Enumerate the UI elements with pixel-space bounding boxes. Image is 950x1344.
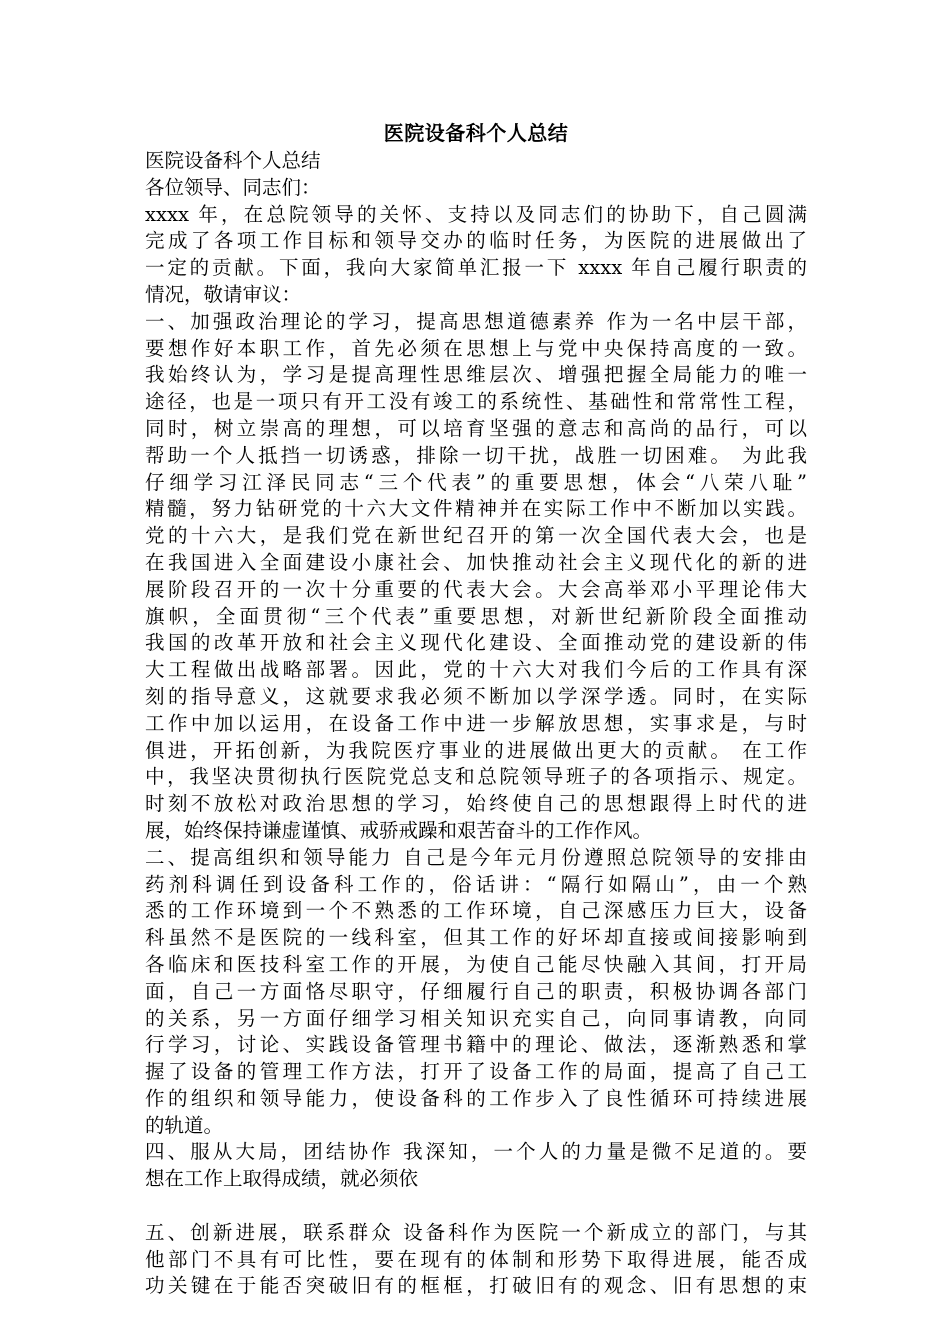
text-line: 中，我坚决贯彻执行医院党总支和总院领导班子的各项指示、规定。 — [145, 765, 807, 789]
text-line: 握了设备的管理工作方法，打开了设备工作的局面，提高了自己工 — [145, 1060, 807, 1084]
text-line: 刻的指导意义，这就要求我必须不断加以学深学透。同时，在实际 — [145, 684, 807, 708]
text-line: xxxx 年，在总院领导的关怀、支持以及同志们的协助下，自己圆满 — [145, 202, 807, 226]
text-line: 旗帜，全面贯彻“三个代表”重要思想，对新世纪新阶段全面推动 — [145, 604, 807, 628]
text-line: 药剂科调任到设备科工作的，俗话讲：“隔行如隔山”，由一个熟 — [145, 872, 807, 896]
text-line: 我始终认为，学习是提高理性思维层次、增强把握全局能力的唯一 — [145, 363, 807, 387]
text-line: 情况，敬请审议： — [145, 282, 302, 306]
text-line: 完成了各项工作目标和领导交办的临时任务，为医院的进展做出了 — [145, 229, 807, 253]
document-body — [145, 148, 807, 1300]
text-line: 展，始终保持谦虚谨慎、戒骄戒躁和艰苦奋斗的工作作风。 — [145, 818, 653, 842]
text-line: 党的十六大，是我们党在新世纪召开的第一次全国代表大会，也是 — [145, 524, 807, 548]
text-line: 想在工作上取得成绩，就必须依 — [145, 1167, 419, 1191]
text-line: 在我国进入全面建设小康社会、加快推动社会主义现代化的新的进 — [145, 550, 807, 574]
text-line: 悉的工作环境到一个不熟悉的工作环境，自己深感压力巨大，设备 — [145, 899, 807, 923]
text-line: 同时，树立崇高的理想，可以培育坚强的意志和高尚的品行，可以 — [145, 416, 807, 440]
text-line: 面，自己一方面恪尽职守，仔细履行自己的职责，积极协调各部门 — [145, 979, 807, 1003]
text-line: 他部门不具有可比性，要在现有的体制和形势下取得进展，能否成 — [145, 1247, 807, 1271]
text-line: 的关系，另一方面仔细学习相关知识充实自己，向同事请教，向同 — [145, 1006, 807, 1030]
text-line: 仔细学习江泽民同志“三个代表”的重要思想，体会“八荣八耻” — [145, 470, 807, 494]
text-line: 俱进，开拓创新，为我院医疗事业的进展做出更大的贡献。 在工作 — [145, 738, 807, 762]
text-line: 大工程做出战略部署。因此，党的十六大对我们今后的工作具有深 — [145, 658, 807, 682]
document-title: 医院设备科个人总结 — [383, 121, 569, 145]
text-line: 作的组织和领导能力，使设备科的工作步入了良性循环可持续进展 — [145, 1086, 807, 1110]
text-line: 各位领导、同志们： — [145, 175, 321, 199]
text-line: 的轨道。 — [145, 1113, 224, 1137]
text-line: 时刻不放松对政治思想的学习，始终使自己的思想跟得上时代的进 — [145, 792, 807, 816]
text-line: 帮助一个人抵挡一切诱惑，排除一切干扰，战胜一切困难。 为此我 — [145, 443, 807, 467]
text-line: 四、服从大局，团结协作 我深知，一个人的力量是微不足道的。要 — [145, 1140, 807, 1164]
text-line: 我国的改革开放和社会主义现代化建设、全面推动党的建设新的伟 — [145, 631, 807, 655]
text-line: 一、加强政治理论的学习，提高思想道德素养 作为一名中层干部， — [145, 309, 807, 333]
text-line: 展阶段召开的一次十分重要的代表大会。大会高举邓小平理论伟大 — [145, 577, 807, 601]
text-line: 要想作好本职工作，首先必须在思想上与党中央保持高度的一致。 — [145, 336, 807, 360]
text-line: 一定的贡献。下面，我向大家简单汇报一下 xxxx 年自己履行职责的 — [145, 256, 807, 280]
text-line: 功关键在于能否突破旧有的框框，打破旧有的观念、旧有思想的束 — [145, 1274, 807, 1298]
blank-line — [145, 1193, 807, 1220]
text-line: 五、创新进展，联系群众 设备科作为医院一个新成立的部门，与其 — [145, 1220, 807, 1244]
text-line: 精髓，努力钻研党的十六大文件精神并在实际工作中不断加以实践。 — [145, 497, 807, 521]
text-line: 行学习，讨论、实践设备管理书籍中的理论、做法，逐渐熟悉和掌 — [145, 1033, 807, 1057]
text-line: 二、提高组织和领导能力 自己是今年元月份遵照总院领导的安排由 — [145, 845, 807, 869]
text-line: 途径，也是一项只有开工没有竣工的系统性、基础性和常常性工程， — [145, 390, 807, 414]
text-line: 医院设备科个人总结 — [145, 149, 321, 172]
text-line: 科虽然不是医院的一线科室，但其工作的好坏却直接或间接影响到 — [145, 926, 807, 950]
text-line: 各临床和医技科室工作的开展，为使自己能尽快融入其间，打开局 — [145, 952, 807, 976]
text-line: 工作中加以运用，在设备工作中进一步解放思想，实事求是，与时 — [145, 711, 807, 735]
document-page — [145, 118, 807, 1300]
